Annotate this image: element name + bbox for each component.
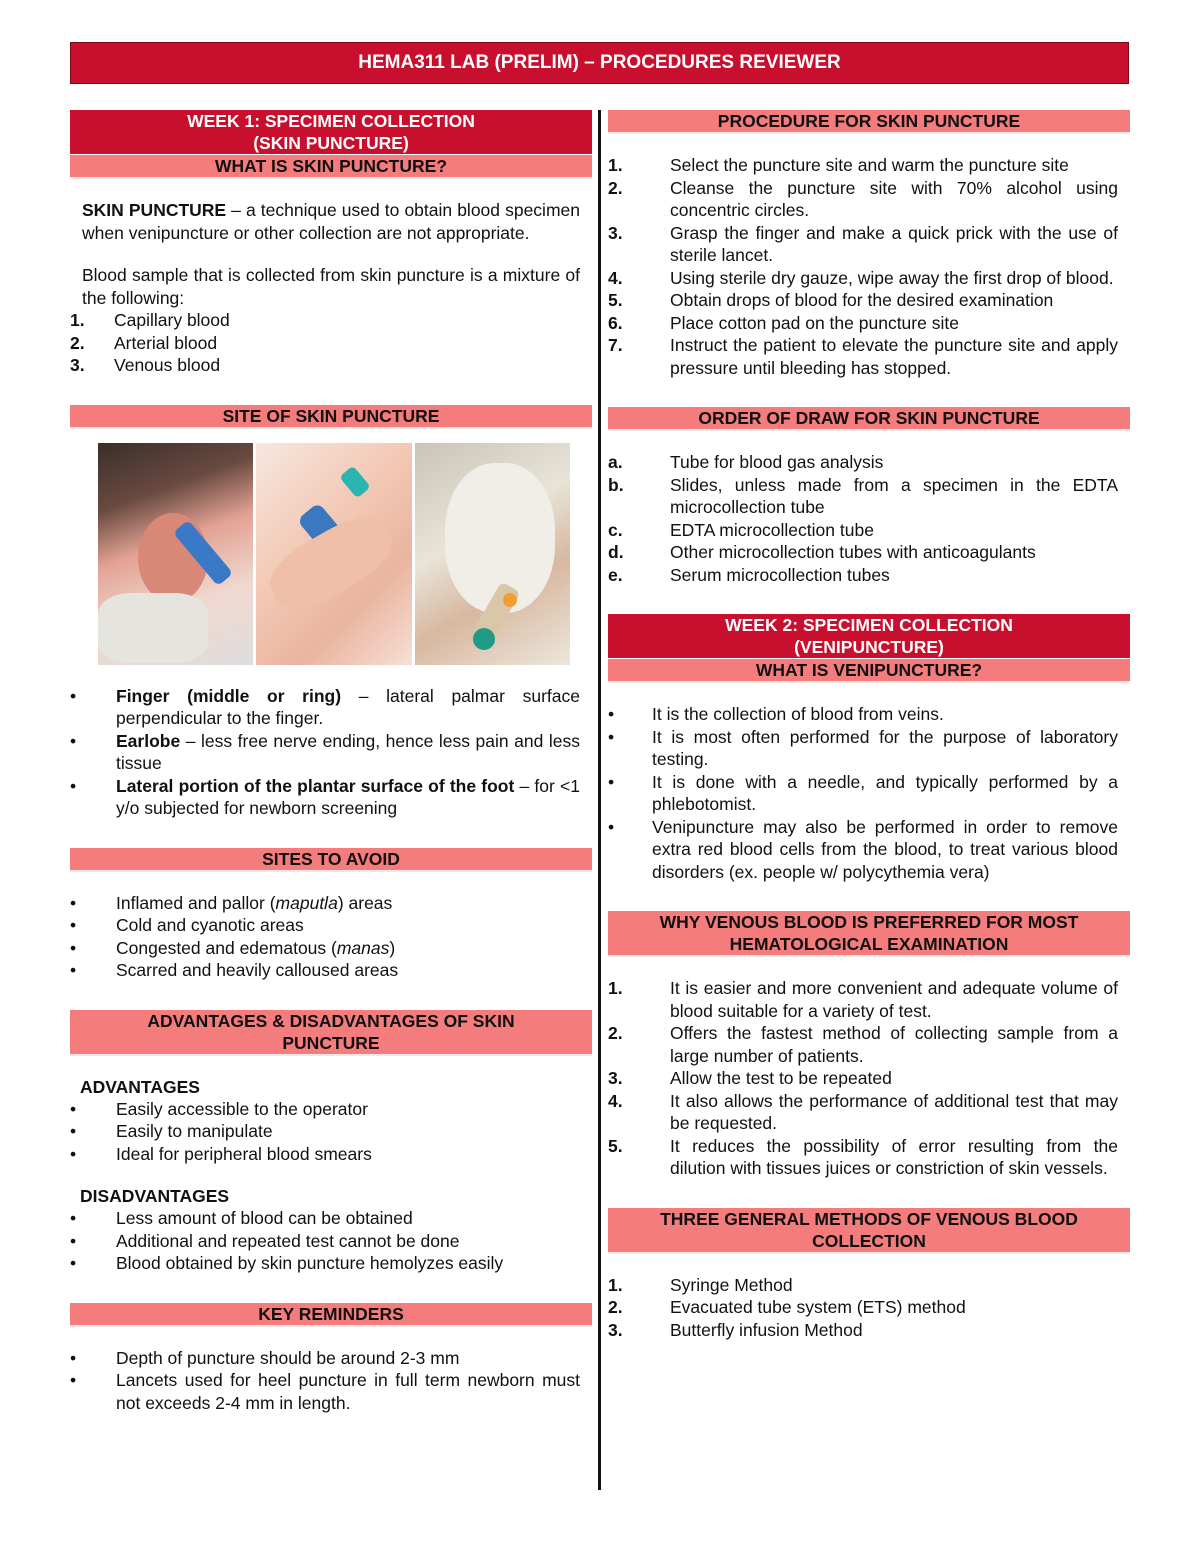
list-item: 1. Capillary blood bbox=[70, 310, 230, 330]
list-item: 2. Arterial blood bbox=[70, 332, 218, 353]
list-item: • Scarred and heavily calloused areas bbox=[70, 960, 399, 980]
why-venous-blood-list bbox=[608, 977, 1130, 1180]
document-title: HEMA311 LAB (PRELIM) – PROCEDURES REVIEWER bbox=[70, 42, 1129, 84]
list-item: b. Slides, unless made from a specimen in the EDTA microcollection tube bbox=[608, 474, 1118, 517]
sites-to-avoid-list bbox=[70, 892, 592, 982]
disadvantages-label: DISADVANTAGES bbox=[80, 1186, 230, 1206]
list-item: 2. Evacuated tube system (ETS) method bbox=[608, 1297, 966, 1317]
advantages-list bbox=[70, 1098, 592, 1166]
list-item: • Venipuncture may also be performed in order to remove extra red blood cells from the blood, to treat various blood disorders (ex. people w/ polycythemia vera) bbox=[608, 816, 1118, 882]
week2-header: WEEK 2: SPECIMEN COLLECTION (VENIPUNCTURE) bbox=[608, 614, 1130, 659]
list-item: 1. It is easier and more convenient and adequate volume of blood suitable for a variety of test. bbox=[608, 978, 1118, 1021]
list-item: 2. Offers the fastest method of collecting sample from a large number of patients. bbox=[608, 1023, 1118, 1066]
list-item: 5. Obtain drops of blood for the desired examination bbox=[608, 290, 1054, 310]
finger-puncture-photo bbox=[256, 443, 411, 665]
procedure-header: PROCEDURE FOR SKIN PUNCTURE bbox=[608, 110, 1130, 134]
what-is-venipuncture-header: WHAT IS VENIPUNCTURE? bbox=[608, 659, 1130, 683]
list-item: 4. Using sterile dry gauze, wipe away the first drop of blood. bbox=[608, 267, 1114, 288]
list-item: • It is the collection of blood from veins. bbox=[608, 704, 944, 724]
list-item: 6. Place cotton pad on the puncture site bbox=[608, 312, 959, 333]
list-item: 4. It also allows the performance of additional test that may be requested. bbox=[608, 1090, 1118, 1133]
list-item: • Less amount of blood can be obtained bbox=[70, 1208, 413, 1228]
list-item: a. Tube for blood gas analysis bbox=[608, 452, 884, 472]
general-methods-header: THREE GENERAL METHODS OF VENOUS BLOOD COLLECTION bbox=[608, 1208, 1130, 1254]
sites-to-avoid-header: SITES TO AVOID bbox=[70, 848, 592, 872]
list-item: • Ideal for peripheral blood smears bbox=[70, 1143, 372, 1164]
advantages-disadvantages-header: ADVANTAGES & DISADVANTAGES OF SKIN PUNCTURE bbox=[70, 1010, 592, 1056]
column-divider bbox=[598, 110, 601, 1490]
key-reminders-header: KEY REMINDERS bbox=[70, 1303, 592, 1327]
list-item: 3. Venous blood bbox=[70, 355, 221, 375]
earlobe-puncture-photo bbox=[98, 443, 253, 665]
list-item: 1. Select the puncture site and warm the puncture site bbox=[608, 155, 1069, 175]
list-item: • Blood obtained by skin puncture hemolyzes easily bbox=[70, 1253, 504, 1273]
site-of-skin-puncture-header: SITE OF SKIN PUNCTURE bbox=[70, 405, 592, 429]
list-item: • Easily to manipulate bbox=[70, 1121, 273, 1141]
list-item: • It is most often performed for the purpose of laboratory testing. bbox=[608, 726, 1118, 769]
list-item: 7. Instruct the patient to elevate the puncture site and apply pressure until bleeding has stopped. bbox=[608, 335, 1118, 378]
list-item: 3. Butterfly infusion Method bbox=[608, 1319, 863, 1340]
disadvantages-list bbox=[70, 1207, 592, 1275]
list-item: • Finger (middle or ring) – lateral palmar surface perpendicular to the finger. bbox=[70, 685, 580, 728]
list-item: • Additional and repeated test cannot be done bbox=[70, 1230, 460, 1251]
left-column bbox=[70, 110, 592, 1414]
list-item: 3. Allow the test to be repeated bbox=[608, 1068, 892, 1088]
order-of-draw-list bbox=[608, 451, 1130, 586]
venipuncture-list bbox=[608, 703, 1130, 883]
procedure-list bbox=[608, 154, 1130, 379]
order-of-draw-header: ORDER OF DRAW FOR SKIN PUNCTURE bbox=[608, 407, 1130, 431]
list-item: d. Other microcollection tubes with anticoagulants bbox=[608, 542, 1036, 562]
what-is-skin-puncture-header: WHAT IS SKIN PUNCTURE? bbox=[70, 155, 592, 179]
mixture-intro: Blood sample that is collected from skin puncture is a mixture of the following: bbox=[82, 265, 580, 308]
heel-puncture-photo bbox=[415, 443, 570, 665]
week1-header: WEEK 1: SPECIMEN COLLECTION (SKIN PUNCTURE) bbox=[70, 110, 592, 155]
list-item: • Lateral portion of the plantar surface of the foot – for <1 y/o subjected for newborn screening bbox=[70, 775, 580, 818]
list-item: • Depth of puncture should be around 2-3 mm bbox=[70, 1347, 460, 1368]
general-methods-list bbox=[608, 1274, 1130, 1342]
list-item: • Earlobe – less free nerve ending, hence less pain and less tissue bbox=[70, 730, 580, 773]
puncture-sites-list bbox=[70, 685, 592, 820]
list-item: • Inflamed and pallor (maputla) areas bbox=[70, 892, 393, 913]
right-column bbox=[608, 110, 1130, 1341]
list-item: 5. It reduces the possibility of error resulting from the dilution with tissues juices or constriction of skin vessels. bbox=[608, 1135, 1118, 1178]
list-item: c. EDTA microcollection tube bbox=[608, 519, 874, 540]
list-item: • Lancets used for heel puncture in full term newborn must not exceeds 2-4 mm in length. bbox=[70, 1370, 580, 1413]
list-item: 3. Grasp the finger and make a quick prick with the use of sterile lancet. bbox=[608, 222, 1118, 265]
advantages-label: ADVANTAGES bbox=[80, 1076, 200, 1097]
list-item: 1. Syringe Method bbox=[608, 1274, 793, 1295]
list-item: 2. Cleanse the puncture site with 70% alcohol using concentric circles. bbox=[608, 177, 1118, 220]
why-venous-blood-header: WHY VENOUS BLOOD IS PREFERRED FOR MOST HEMATOLOGICAL EXAMINATION bbox=[608, 911, 1130, 957]
list-item: • Congested and edematous (manas) bbox=[70, 937, 396, 958]
key-reminders-list bbox=[70, 1347, 592, 1415]
list-item: • Easily accessible to the operator bbox=[70, 1098, 368, 1119]
mixture-list bbox=[70, 309, 592, 377]
list-item: • Cold and cyanotic areas bbox=[70, 915, 304, 935]
list-item: • It is done with a needle, and typically performed by a phlebotomist. bbox=[608, 771, 1118, 814]
skin-puncture-definition: SKIN PUNCTURE – a technique used to obtain blood specimen when venipuncture or other collection are not appropriate. bbox=[82, 200, 580, 243]
list-item: e. Serum microcollection tubes bbox=[608, 564, 890, 585]
skin-puncture-photos bbox=[98, 443, 570, 665]
